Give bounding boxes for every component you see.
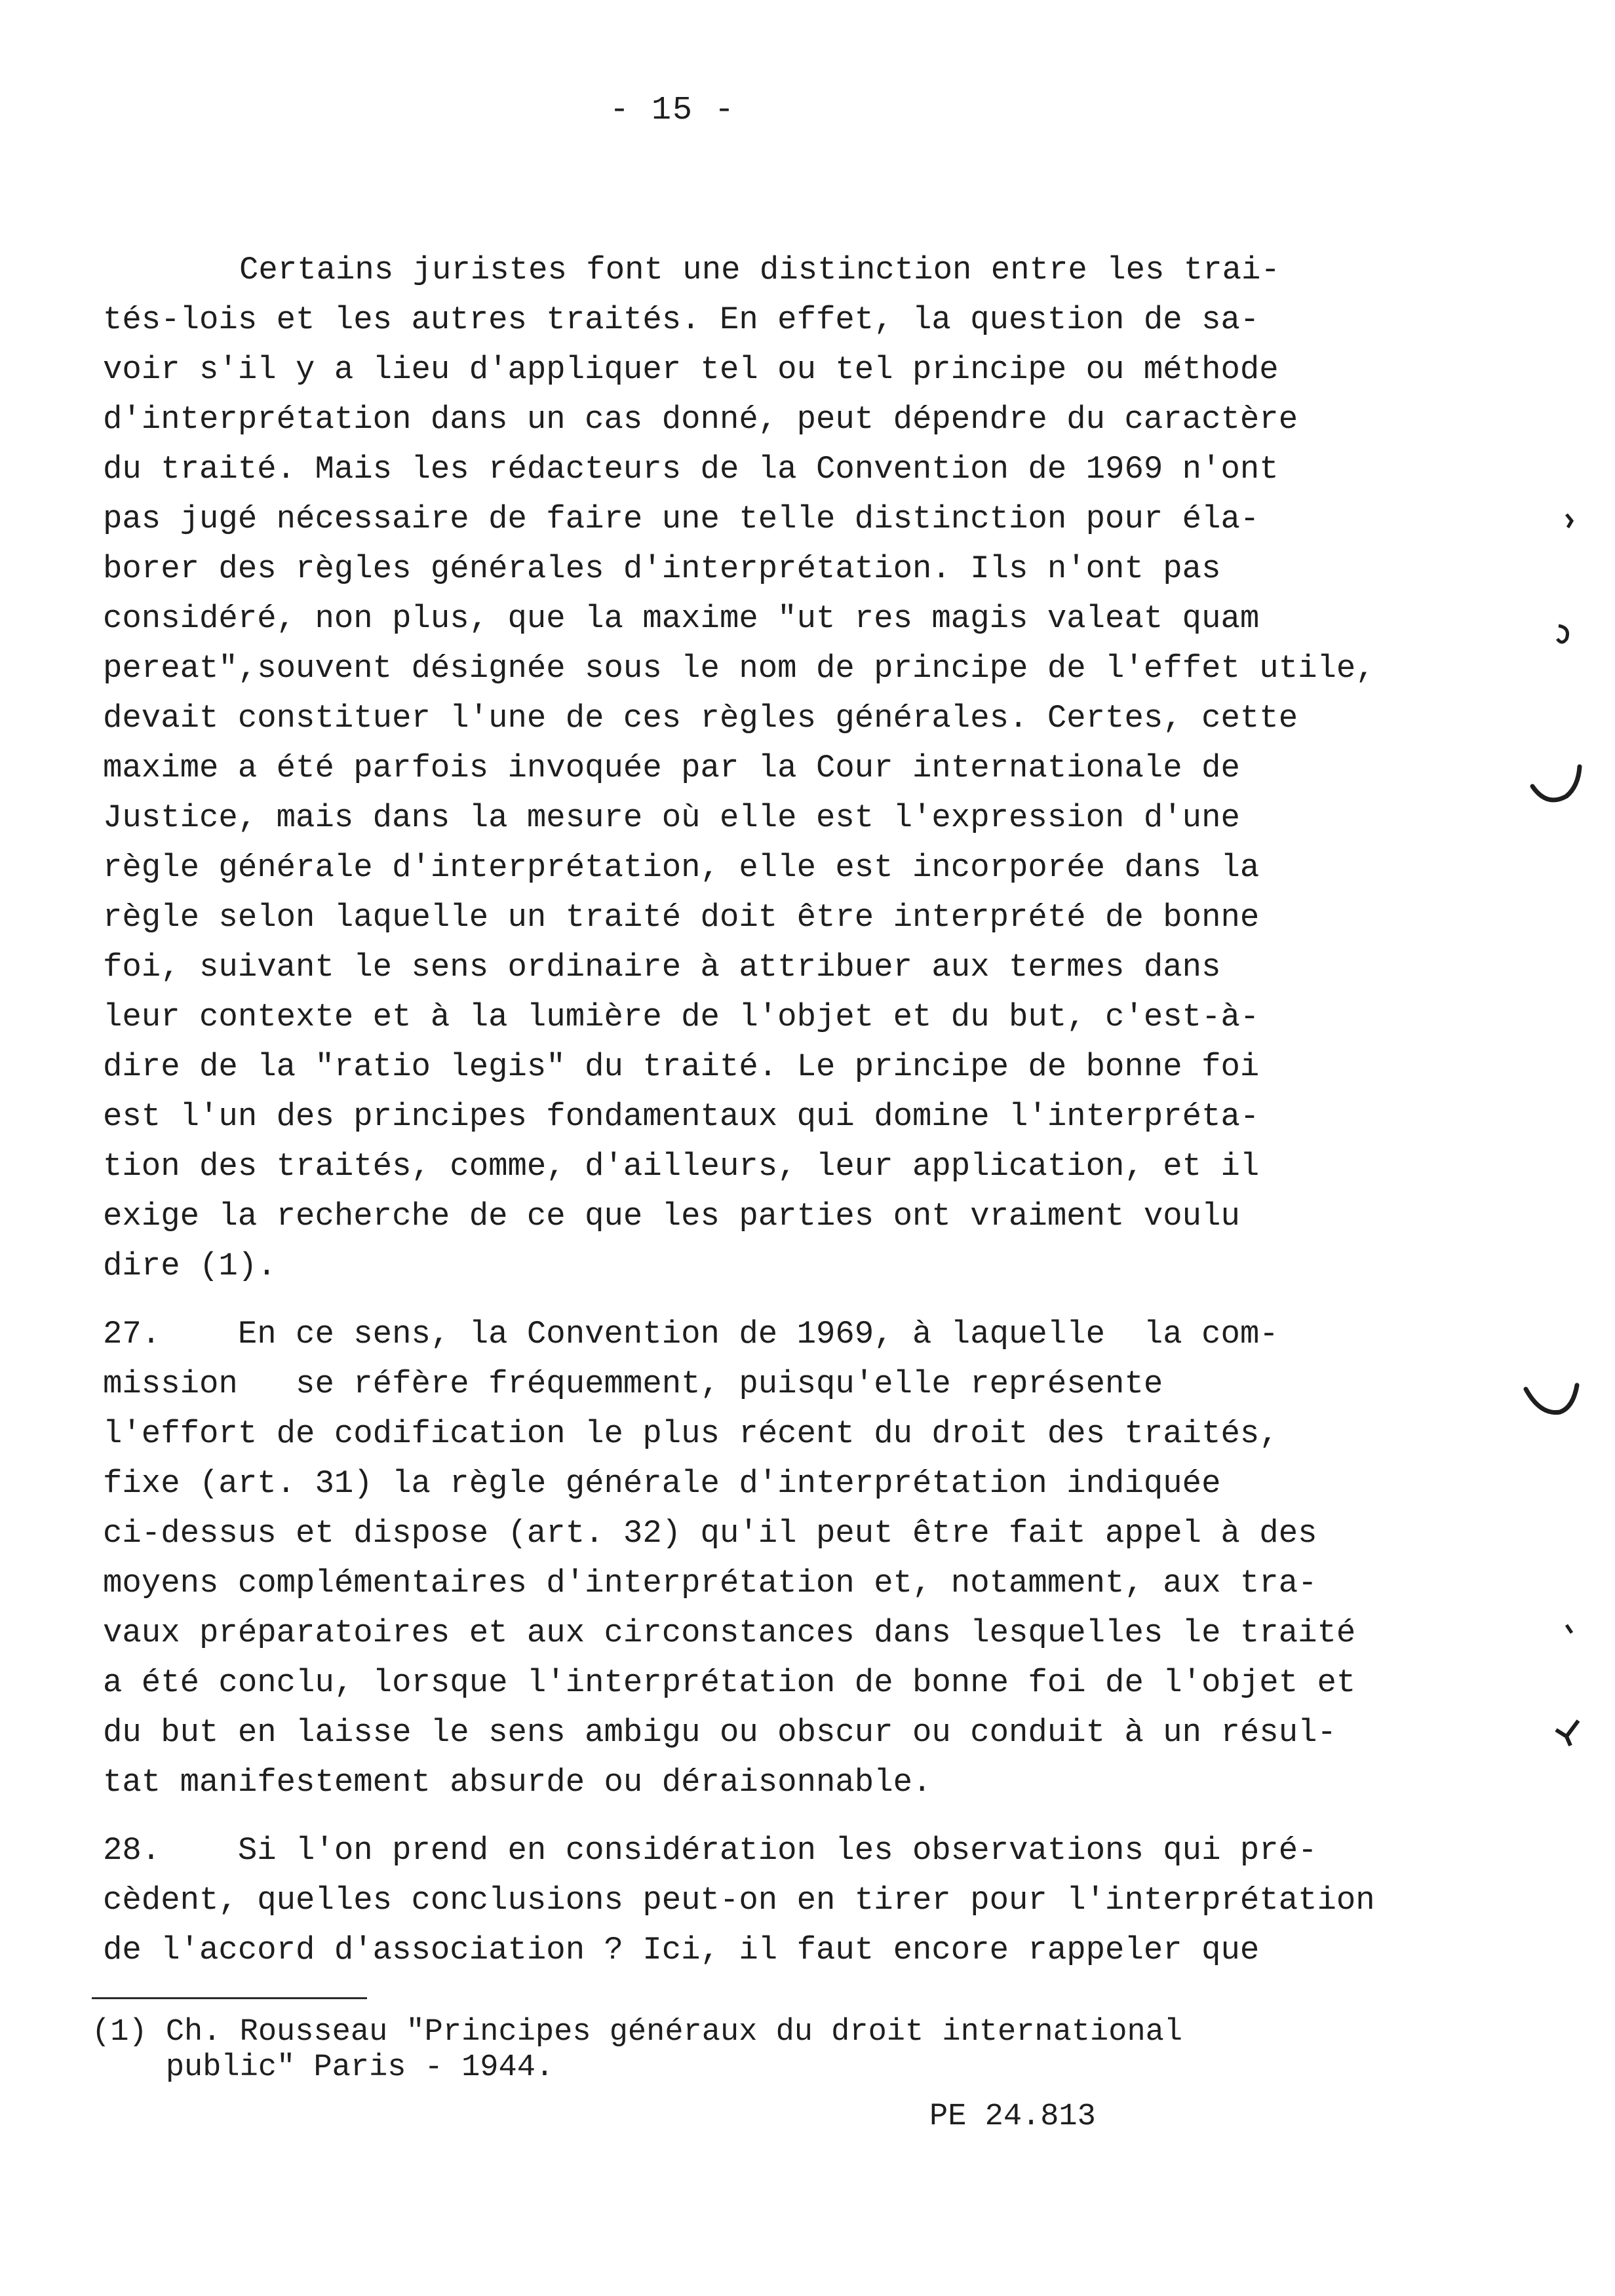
paragraph-27-line: fixe (art. 31) la règle générale d'interprétation indiquée <box>103 1465 1221 1502</box>
paragraph-1-line: d'interprétation dans un cas donné, peut dépendre du caractère <box>103 401 1298 438</box>
footnote-line: public" Paris - 1944. <box>92 2050 555 2085</box>
paragraph-1-line: tés-lois et les autres traités. En effet, la question de sa- <box>103 301 1260 338</box>
paragraph-28-line: cèdent, quelles conclusions peut-on en tirer pour l'interprétation <box>103 1882 1375 1919</box>
paragraph-1-line: devait constituer l'une de ces règles générales. Certes, cette <box>103 700 1298 737</box>
paragraph-28-line: de l'accord d'association ? Ici, il faut encore rappeler que <box>103 1932 1260 1968</box>
margin-curve-mark <box>1527 760 1586 813</box>
margin-dot-mark <box>1560 1618 1580 1645</box>
paragraph-1-line: borer des règles générales d'interprétation. Ils n'ont pas <box>103 550 1221 587</box>
paragraph-1-line: voir s'il y a lieu d'appliquer tel ou tel principe ou méthode <box>103 351 1279 388</box>
paragraph-1-line: tion des traités, comme, d'ailleurs, leur application, et il <box>103 1148 1260 1185</box>
margin-check-mark <box>1552 1717 1585 1750</box>
paragraph-1-line: pereat",souvent désignée sous le nom de principe de l'effet utile, <box>103 650 1375 687</box>
margin-dot-mark <box>1560 508 1580 534</box>
paragraph-1-line: Justice, mais dans la mesure où elle est l'expression d'une <box>103 799 1240 836</box>
paragraph-1-line: est l'un des principes fondamentaux qui domine l'interpréta- <box>103 1098 1260 1135</box>
paragraph-28-line: 28. Si l'on prend en considération les observations qui pré- <box>103 1832 1317 1869</box>
paragraph-1-line: Certains juristes font une distinction entre les trai- <box>239 252 1280 288</box>
margin-curve-mark <box>1521 1376 1586 1428</box>
page-number: - 15 - <box>610 92 736 129</box>
paragraph-27-line: l'effort de codification le plus récent du droit des traités, <box>103 1415 1279 1452</box>
document-reference: PE 24.813 <box>929 2099 1096 2134</box>
paragraph-1-line: leur contexte et à la lumière de l'objet et du but, c'est-à- <box>103 999 1260 1035</box>
paragraph-1-line: pas jugé nécessaire de faire une telle distinction pour éla- <box>103 501 1260 537</box>
paragraph-27-line: a été conclu, lorsque l'interprétation de bonne foi de l'objet et <box>103 1664 1356 1701</box>
paragraph-1-line: exige la recherche de ce que les parties ont vraiment voulu <box>103 1198 1240 1234</box>
paragraph-1-line: règle générale d'interprétation, elle est incorporée dans la <box>103 849 1260 886</box>
footnote-line: (1) Ch. Rousseau "Principes généraux du droit international <box>92 2015 1183 2050</box>
paragraph-1-line: du traité. Mais les rédacteurs de la Convention de 1969 n'ont <box>103 451 1279 488</box>
paragraph-1-line: règle selon laquelle un traité doit être interprété de bonne <box>103 899 1260 936</box>
paragraph-27-line: tat manifestement absurde ou déraisonnable. <box>103 1764 932 1801</box>
paragraph-27-line: moyens complémentaires d'interprétation et, notamment, aux tra- <box>103 1565 1317 1601</box>
paragraph-1-line: foi, suivant le sens ordinaire à attribuer aux termes dans <box>103 949 1221 985</box>
paragraph-27-line: vaux préparatoires et aux circonstances dans lesquelles le traité <box>103 1615 1356 1651</box>
paragraph-27-line: 27. En ce sens, la Convention de 1969, à laquelle la com- <box>103 1316 1279 1352</box>
margin-tick-mark <box>1552 616 1578 649</box>
paragraph-1-line: maxime a été parfois invoquée par la Cour internationale de <box>103 750 1240 786</box>
paragraph-27-line: ci-dessus et dispose (art. 32) qu'il peut être fait appel à des <box>103 1515 1317 1552</box>
paragraph-1-line: considéré, non plus, que la maxime "ut res magis valeat quam <box>103 600 1260 637</box>
paragraph-1-line: dire (1). <box>103 1248 277 1284</box>
paragraph-1-line: dire de la "ratio legis" du traité. Le principe de bonne foi <box>103 1048 1260 1085</box>
paragraph-27-line: mission se réfère fréquemment, puisqu'elle représente <box>103 1366 1163 1402</box>
footnote-rule <box>92 1997 367 1999</box>
paragraph-27-line: du but en laisse le sens ambigu ou obscur ou conduit à un résul- <box>103 1714 1336 1751</box>
